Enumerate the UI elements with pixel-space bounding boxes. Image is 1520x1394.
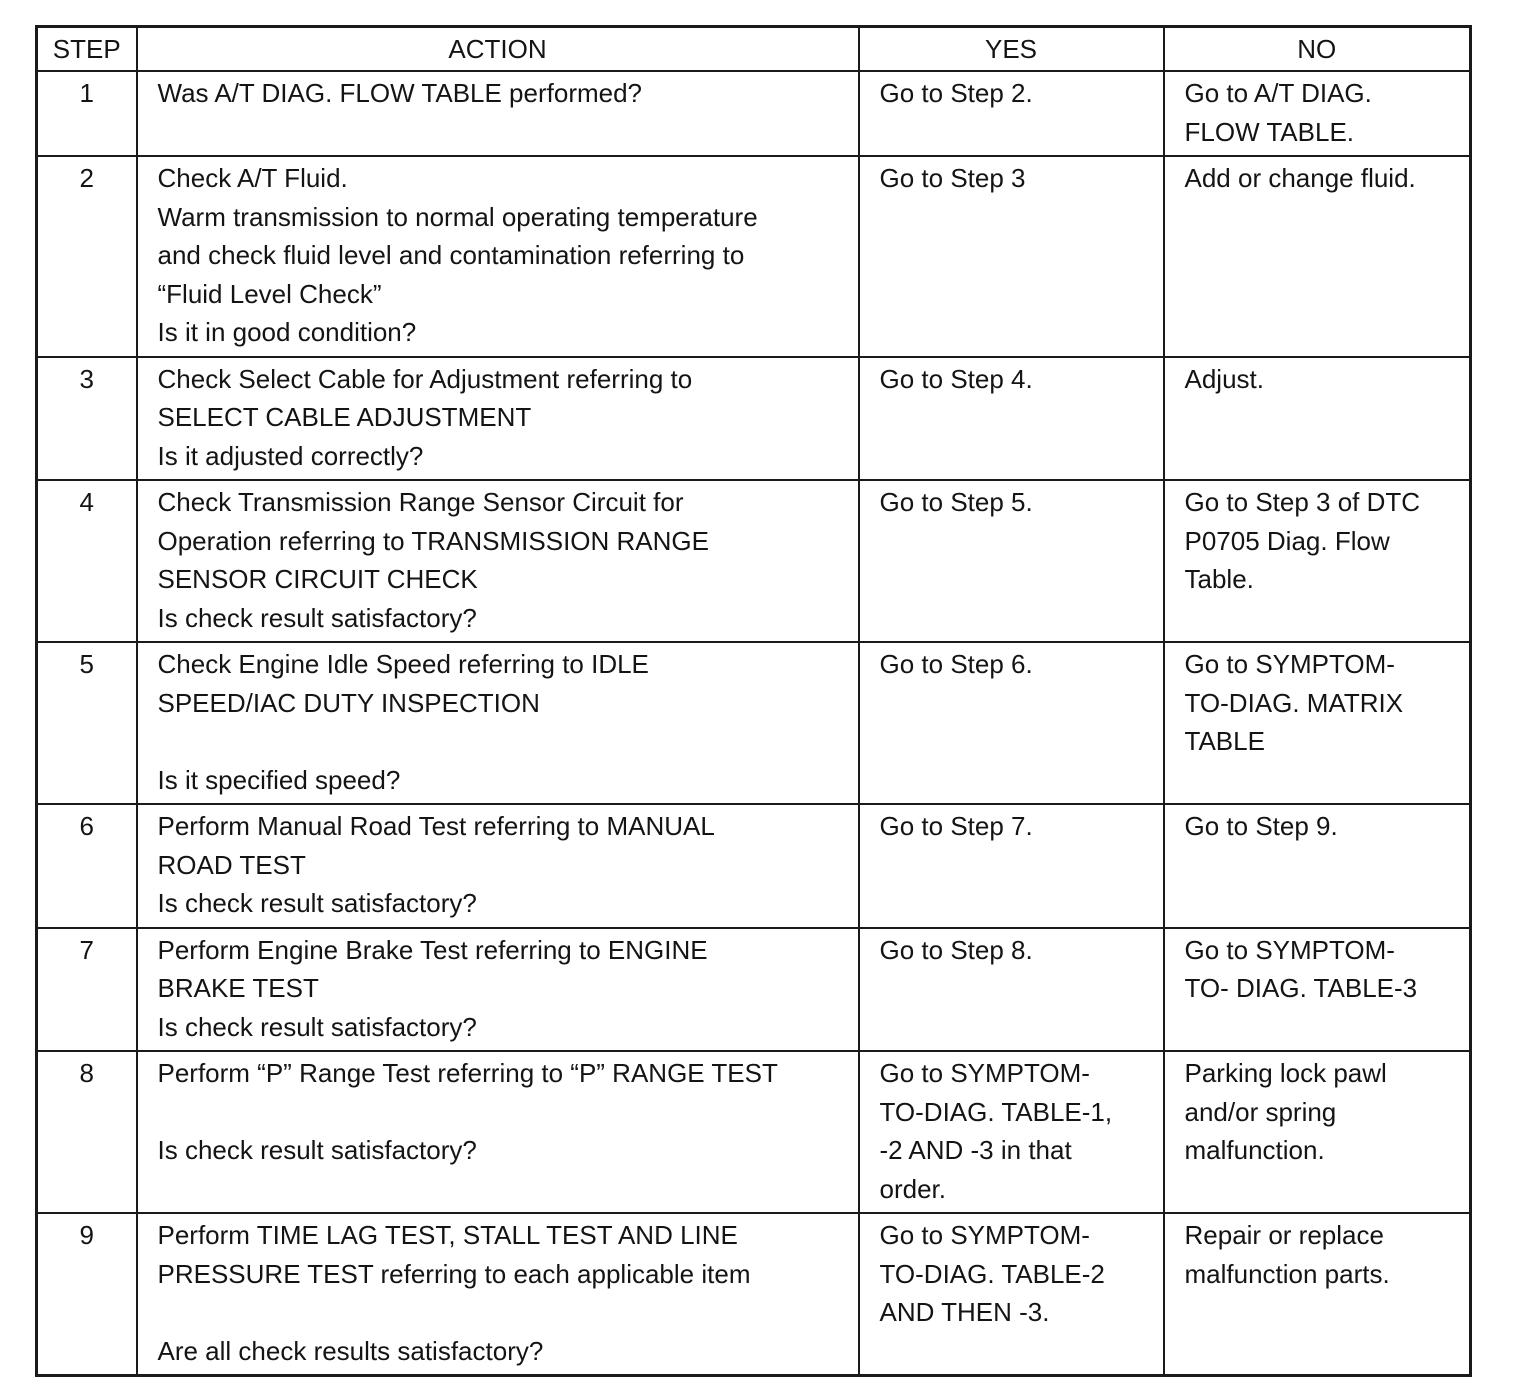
action-text-line: Is it in good condition? [157,317,417,347]
action-text-line: Warm transmission to normal operating temperature [157,201,758,232]
step-number-cell: 7 [37,928,137,1052]
step-number-cell: 1 [37,71,137,156]
header-step: STEP [37,27,137,72]
no-text-line: malfunction. [1184,1135,1325,1165]
yes-text-line: Go to Step 4. [879,363,1033,394]
no-text-line: Go to Step 9. [1184,811,1338,841]
no-text-line: Go to SYMPTOM- [1184,934,1395,965]
action-text-line [158,722,846,761]
yes-text-line: Go to Step 5. [879,487,1033,517]
action-text-line: Check Transmission Range Sensor Circuit for [157,487,684,517]
no-text-line: Go to A/T DIAG. [1184,78,1372,108]
step-number-cell: 8 [37,1051,137,1213]
step-number-cell: 6 [37,804,137,928]
step-number-cell: 3 [37,357,137,481]
action-cell [137,156,859,357]
action-text-line: Is it specified speed? [157,764,401,795]
yes-cell [859,928,1164,1052]
no-cell [1164,642,1471,804]
step-number-cell: 9 [37,1213,137,1376]
header-no: NO [1164,27,1471,72]
action-text-line: Perform TIME LAG TEST, STALL TEST AND LINE [157,1220,738,1250]
no-text-line: FLOW TABLE. [1184,116,1355,147]
action-text-line: Check Engine Idle Speed referring to IDLE [157,649,649,679]
diagnostic-flow-table [35,25,1472,1377]
header-yes: YES [859,27,1164,72]
yes-cell [859,804,1164,928]
action-text-line: Perform “P” Range Test referring to “P” RANGE TEST [157,1058,778,1088]
action-text-line [158,1093,846,1132]
no-text-line: Adjust. [1184,363,1264,394]
no-text-line: Go to SYMPTOM- [1184,649,1395,679]
action-text-line: ROAD TEST [157,849,306,880]
step-number-cell: 2 [37,156,137,357]
action-text-line: BRAKE TEST [157,973,319,1003]
action-text-line: Is check result satisfactory? [157,888,477,918]
action-cell [137,642,859,804]
action-text-line: Is check result satisfactory? [157,1011,477,1042]
action-cell [137,71,859,156]
action-text-line: SPEED/IAC DUTY INSPECTION [157,687,540,718]
yes-text-line: Go to Step 2. [879,78,1033,108]
action-text-line: Is it adjusted correctly? [157,440,424,471]
action-text-line: SENSOR CIRCUIT CHECK [157,564,478,594]
step-number-cell: 4 [37,480,137,642]
table-row [37,1051,1471,1213]
no-cell [1164,928,1471,1052]
yes-text-line: Go to SYMPTOM- [879,1220,1090,1250]
no-cell [1164,804,1471,928]
no-cell [1164,1051,1471,1213]
yes-text-line: Go to Step 3 [879,163,1026,193]
no-text-line: TO-DIAG. MATRIX [1184,687,1404,718]
action-text-line: Operation referring to TRANSMISSION RANGE [157,525,709,556]
yes-cell [859,357,1164,481]
action-text-line: “Fluid Level Check” [157,278,382,309]
table-row [37,928,1471,1052]
yes-cell [859,156,1164,357]
action-cell [137,1051,859,1213]
action-text-line: Perform Manual Road Test referring to MANUAL [157,811,715,841]
action-text-line: and check fluid level and contamination referring to [157,240,745,270]
action-text-line: Perform Engine Brake Test referring to ENGINE [157,934,708,965]
action-text-line: Was A/T DIAG. FLOW TABLE performed? [157,78,643,108]
yes-text-line: Go to Step 7. [879,811,1033,841]
yes-text-line: Go to SYMPTOM- [879,1058,1090,1088]
no-cell [1164,357,1471,481]
action-cell [137,480,859,642]
yes-cell [859,1213,1164,1376]
no-text-line: Go to Step 3 of DTC [1184,487,1421,517]
action-text-line: Are all check results satisfactory? [157,1335,544,1366]
action-cell [137,804,859,928]
no-text-line: malfunction parts. [1184,1258,1390,1289]
yes-text-line: TO-DIAG. TABLE-1, [879,1096,1113,1127]
action-text-line: SELECT CABLE ADJUSTMENT [157,402,532,432]
table-row [37,1213,1471,1376]
action-cell [137,928,859,1052]
no-cell [1164,156,1471,357]
yes-text-line: -2 AND -3 in that [879,1135,1072,1165]
action-cell [137,1213,859,1376]
no-text-line: Repair or replace [1184,1220,1384,1250]
table-body [37,71,1471,1376]
yes-text-line: AND THEN -3. [879,1297,1050,1327]
yes-text-line: TO-DIAG. TABLE-2 [879,1258,1105,1289]
no-cell [1164,1213,1471,1376]
no-text-line: P0705 Diag. Flow [1184,525,1390,556]
no-cell [1164,480,1471,642]
action-text-line: Is check result satisfactory? [157,1135,477,1165]
action-cell [137,357,859,481]
step-number-cell: 5 [37,642,137,804]
yes-text-line: Go to Step 8. [879,934,1033,965]
no-text-line: Table. [1184,564,1254,594]
action-text-line: Check Select Cable for Adjustment referring to [157,363,693,394]
table-row [37,156,1471,357]
header-action: ACTION [137,27,859,72]
yes-cell [859,642,1164,804]
action-text-line: PRESSURE TEST referring to each applicable item [157,1258,751,1289]
no-text-line: TABLE [1184,726,1265,756]
yes-cell [859,1051,1164,1213]
no-text-line: TO- DIAG. TABLE-3 [1184,973,1418,1003]
yes-text-line: order. [879,1173,946,1204]
action-text-line: Is check result satisfactory? [157,602,477,633]
no-text-line: and/or spring [1184,1096,1337,1127]
table-row [37,480,1471,642]
no-text-line: Add or change fluid. [1184,163,1416,193]
action-text-line [158,1293,846,1332]
table-header-row [37,27,1471,72]
no-cell [1164,71,1471,156]
table-row [37,804,1471,928]
action-text-line: Check A/T Fluid. [157,163,348,193]
yes-text-line: Go to Step 6. [879,649,1033,679]
no-text-line: Parking lock pawl [1184,1058,1387,1088]
table-row [37,642,1471,804]
table-row [37,71,1471,156]
yes-cell [859,71,1164,156]
table-row [37,357,1471,481]
yes-cell [859,480,1164,642]
